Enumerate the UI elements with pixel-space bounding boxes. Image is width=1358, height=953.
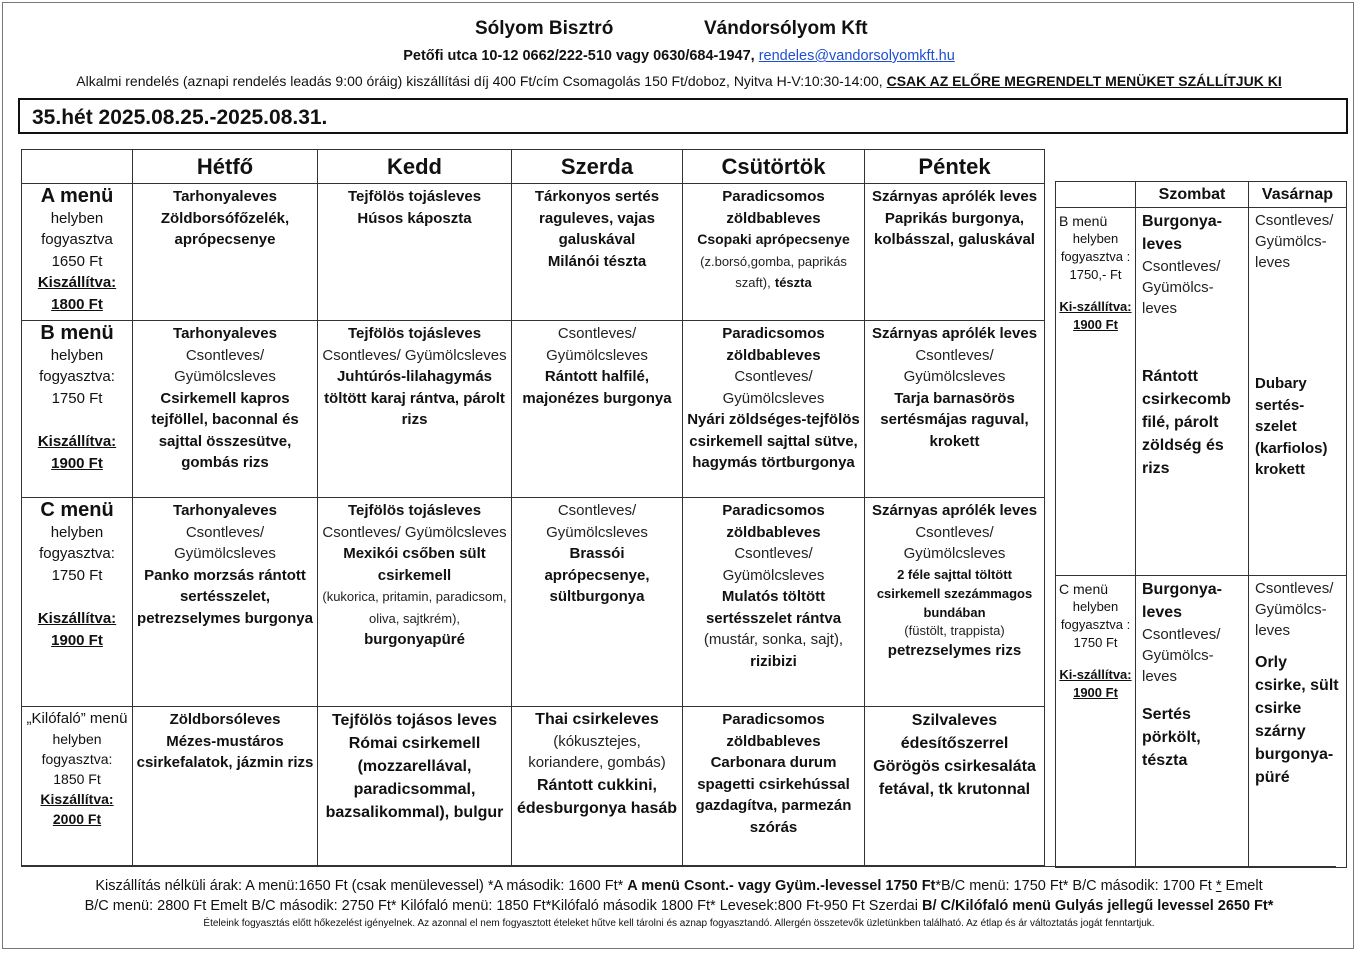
soup: Tejfölös tojásleves xyxy=(347,188,482,205)
contact-info: Petőfi utca 10-12 0662/222-510 vagy 0630/684-1947, xyxy=(403,48,755,64)
local-price: 1750,- Ft xyxy=(1069,267,1122,282)
main-dish: Mézes-mustáros csirkefalatok, jázmin rizs xyxy=(136,732,314,771)
main-dish: Rántott cukkini, édesburgonya hasáb xyxy=(516,776,678,817)
b-menu-mon xyxy=(133,321,318,498)
weekend-b-sat xyxy=(1136,208,1249,576)
side-dish: tészta xyxy=(774,275,812,290)
delivery-price: 1900 Ft xyxy=(1073,685,1118,700)
delivery-label: Kiszállítva: xyxy=(37,274,117,291)
local-label: helyben fogyasztva: xyxy=(39,346,115,385)
main-dish: Paprikás burgonya, kolbásszal, galuskával xyxy=(874,209,1035,248)
soup: Paradicsomos zöldbableves xyxy=(722,188,825,227)
day-header: Kedd xyxy=(318,150,512,184)
kilofalo-fri xyxy=(865,707,1045,866)
main-dish: Mexikói csőben sült csirkemell xyxy=(343,545,486,584)
delivery-label: Kiszállítva: xyxy=(37,610,117,627)
info-line xyxy=(0,73,1358,89)
main-dish: Zöldborsófőzelék, aprópecsenye xyxy=(160,209,290,248)
soup: Tarhonyaleves xyxy=(173,502,277,519)
price-list-2: *B/C menü: 1750 Ft* B/C második: 1700 Ft xyxy=(935,878,1212,894)
b-menu-thu xyxy=(683,321,865,498)
a-menu-row xyxy=(22,184,1045,321)
delivery-label: Kiszállítva: xyxy=(37,433,117,450)
kilofalo-tue xyxy=(318,707,512,866)
soup: Tejfölös tojásleves xyxy=(347,502,482,519)
menu-name: B menü xyxy=(1059,213,1108,229)
corner-cell xyxy=(1056,182,1136,208)
b-menu-row xyxy=(22,321,1045,498)
delivery-label: Ki-szállítva: xyxy=(1059,667,1132,682)
price-list-4: B/C menü: 2800 Ft Emelt B/C második: 2750 Ft* Kilófaló menü: 1850 Ft*Kilófaló második 1800 Ft* Levesek:800 Ft-950 Ft Szerdai xyxy=(84,898,918,914)
main-dish: 2 féle sajttal töltött csirkemell szezámmagos bundában xyxy=(876,566,1033,620)
main-dish: Brassói aprópecsenye, sültburgonya xyxy=(544,545,650,605)
price-list-asterisk: * xyxy=(1215,878,1222,894)
dish-note: (füstölt, trappista) xyxy=(904,622,1005,638)
main-dish: Tarja barnasörös sertésmájas raguval, krokett xyxy=(880,389,1029,450)
soup: Szárnyas aprólék leves xyxy=(871,188,1038,205)
soup: Szilvaleves édesítőszerrel xyxy=(900,712,1009,752)
delivery-label: Ki-szállítva: xyxy=(1059,299,1132,314)
a-menu-fri xyxy=(865,184,1045,321)
a-menu-tue xyxy=(318,184,512,321)
day-header: Vasárnap xyxy=(1249,182,1347,208)
order-info: Alkalmi rendelés (aznapi rendelés leadás 9:00 óráig) kiszállítási díj 400 Ft/cím Csomagolás 150 Ft/doboz, Nyitva H-V:10:30-14:00, xyxy=(76,73,883,89)
main-dish: Görögös csirkesaláta fetával, tk krutonnal xyxy=(873,758,1036,798)
main-dish: Sertés pörkölt, tészta xyxy=(1142,706,1201,769)
soup-alternative: Csontleves/ Gyümölcsleves xyxy=(722,545,825,584)
main-dish: Csopaki aprópecsenye xyxy=(697,231,850,247)
c-menu-mon xyxy=(133,498,318,707)
price-list-1: Kiszállítás nélküli árak: A menü:1650 Ft (csak menülevessel) *A második: 1600 Ft* xyxy=(95,878,624,894)
menu-name: C menü xyxy=(1059,581,1109,597)
c-menu-wed xyxy=(512,498,683,707)
local-label: helyben fogyasztva : xyxy=(1060,599,1131,632)
weekend-c-sun xyxy=(1249,576,1347,868)
main-dish: Milánói tészta xyxy=(547,252,647,270)
c-menu-fri xyxy=(865,498,1045,707)
a-menu-mon xyxy=(133,184,318,321)
main-dish: Carbonara durum spagetti csirkehússal gazdagítva, parmezán szórás xyxy=(695,754,852,836)
day-header: Péntek xyxy=(865,150,1045,184)
soup: Tejfölös tojásleves xyxy=(347,325,482,342)
day-header: Csütörtök xyxy=(683,150,865,184)
weekday-menu-table xyxy=(21,149,1045,866)
footer-prices xyxy=(10,876,1348,916)
delivery-price: 1900 Ft xyxy=(51,631,103,649)
weekend-c-row xyxy=(1056,576,1347,868)
local-label: helyben fogyasztva: xyxy=(41,731,113,767)
price-list-emph-2: B/ C/Kilófaló menü Gulyás jellegű levessel 2650 Ft* xyxy=(922,898,1274,914)
contact-line xyxy=(0,48,1358,64)
kilofalo-thu xyxy=(683,707,865,866)
delivery-price: 1900 Ft xyxy=(51,454,103,472)
footer-divider xyxy=(21,866,1336,867)
delivery-price: 1800 Ft xyxy=(51,295,103,313)
side-dish: petrezselymes rizs xyxy=(887,641,1022,659)
local-price: 1650 Ft xyxy=(51,252,103,270)
delivery-price: 1900 Ft xyxy=(1073,317,1118,332)
day-header: Szerda xyxy=(512,150,683,184)
soup-alternative: Csontleves/ Gyümölcs-leves xyxy=(1142,626,1221,685)
soup-alternative: Csontleves/ Gyümölcs-leves xyxy=(1255,212,1334,271)
dish-note: (z.borsó,gomba, paprikás szaft), xyxy=(700,253,847,290)
soup: Szárnyas aprólék leves xyxy=(871,325,1038,342)
day-header: Szombat xyxy=(1136,182,1249,208)
main-dish: Orly csirke, sült csirke szárny burgonya-püré xyxy=(1255,654,1339,786)
soup: Burgonya-leves xyxy=(1142,213,1222,253)
b-menu-tue xyxy=(318,321,512,498)
b-menu-fri xyxy=(865,321,1045,498)
local-price: 1750 Ft xyxy=(51,389,103,407)
soup: Tárkonyos sertés raguleves, vajas galuskával xyxy=(534,188,660,248)
a-menu-label xyxy=(22,184,133,321)
local-label: helyben fogyasztva: xyxy=(39,523,115,562)
weekend-c-sat xyxy=(1136,576,1249,868)
main-dish: Rántott csirkecomb filé, párolt zöldség és rizs xyxy=(1142,368,1231,477)
a-menu-thu xyxy=(683,184,865,321)
main-dish: Csirkemell kapros tejföllel, baconnal és sajttal összesütve, gombás rizs xyxy=(151,389,299,471)
email-link[interactable]: rendeles@vandorsolyomkft.hu xyxy=(758,48,955,64)
soup-alternative: Csontleves/ Gyümölcs-leves xyxy=(1255,580,1334,639)
weekend-header-row xyxy=(1056,182,1347,208)
restaurant-name: Sólyom Bisztró xyxy=(475,18,614,39)
main-dish: Római csirkemell (mozzarellával, paradicsommal, bazsalikommal), bulgur xyxy=(325,735,504,821)
soup-alternative: Csontleves/ Gyümölcsleves xyxy=(546,502,648,541)
soup-alternative: Csontleves/ Gyümölcsleves xyxy=(903,523,1006,562)
soup-alternative: Csontleves/ Gyümölcsleves xyxy=(546,325,648,364)
price-list-3: Emelt xyxy=(1225,878,1263,894)
soup: Tarhonyaleves xyxy=(173,325,277,342)
soup: Paradicsomos zöldbableves xyxy=(722,502,825,541)
day-header-row xyxy=(22,150,1045,184)
b-menu-wed xyxy=(512,321,683,498)
kilofalo-wed xyxy=(512,707,683,866)
menu-name: „Kilófaló” menü xyxy=(26,710,128,727)
kilofalo-menu-label xyxy=(22,707,133,866)
kilofalo-mon xyxy=(133,707,318,866)
c-menu-row xyxy=(22,498,1045,707)
dish-note: (kukorica, pritamin, paradicsom, oliva, sajtkrém), xyxy=(322,589,507,626)
soup-alternative: Csontleves/ Gyümölcsleves xyxy=(174,346,276,385)
main-dish: Juhtúrós-lilahagymás töltött karaj rántva, párolt rizs xyxy=(324,368,505,428)
weekend-b-sun xyxy=(1249,208,1347,576)
soup: Thai csirkeleves xyxy=(535,711,659,728)
soup: Szárnyas aprólék leves xyxy=(871,502,1038,519)
soup-alternative: Csontleves/ Gyümölcsleves xyxy=(903,346,1006,385)
menu-name: C menü xyxy=(40,499,114,521)
weekend-b-row xyxy=(1056,208,1347,576)
c-menu-thu xyxy=(683,498,865,707)
menu-name: A menü xyxy=(40,185,114,207)
b-menu-label xyxy=(22,321,133,498)
kilofalo-menu-row xyxy=(22,707,1045,866)
soup-alternative: Csontleves/ Gyümölcsleves xyxy=(722,368,825,407)
soup-alternative: Csontleves/ Gyümölcsleves xyxy=(322,523,507,541)
main-dish: Panko morzsás rántott sertésszelet, petrezselymes burgonya xyxy=(137,566,313,627)
soup: Burgonya-leves xyxy=(1142,581,1222,621)
soup: Paradicsomos zöldbableves xyxy=(722,325,825,364)
soup: Tejfölös tojásos leves xyxy=(331,712,498,729)
price-list-emph-1: A menü Csont.- vagy Gyüm.-levessel 1750 Ft xyxy=(627,878,936,894)
local-price: 1750 Ft xyxy=(51,566,103,584)
c-menu-label xyxy=(22,498,133,707)
delivery-label: Kiszállítva: xyxy=(40,791,114,807)
company-name: Vándorsólyom Kft xyxy=(704,18,868,39)
weekend-c-label xyxy=(1056,576,1136,868)
dish-note: (mustár, sonka, sajt), xyxy=(703,631,844,648)
dish-note: (kókusztejes, koriandere, gombás) xyxy=(528,732,666,771)
main-dish: Mulatós töltött sertésszelet rántva xyxy=(705,588,842,627)
day-header: Hétfő xyxy=(133,150,318,184)
main-dish: Húsos káposzta xyxy=(357,209,472,227)
local-price: 1750 Ft xyxy=(1073,635,1118,650)
soup: Paradicsomos zöldbableves xyxy=(722,711,825,750)
main-dish: Dubary sertés-szelet (karfiolos) krokett xyxy=(1255,375,1328,478)
menu-name: B menü xyxy=(40,322,114,344)
local-price: 1850 Ft xyxy=(53,771,101,787)
delivery-notice: CSAK AZ ELŐRE MEGRENDELT MENÜKET SZÁLLÍTJUK KI xyxy=(886,73,1282,89)
a-menu-wed xyxy=(512,184,683,321)
corner-cell xyxy=(22,150,133,184)
delivery-price: 2000 Ft xyxy=(52,811,102,827)
c-menu-tue xyxy=(318,498,512,707)
weekend-b-label xyxy=(1056,208,1136,576)
soup-alternative: Csontleves/ Gyümölcsleves xyxy=(174,523,276,562)
main-dish: Rántott halfilé, majonézes burgonya xyxy=(522,368,672,407)
week-title: 35.hét 2025.08.25.-2025.08.31. xyxy=(18,98,1348,134)
soup-alternative: Csontleves/ Gyümölcs-leves xyxy=(1142,258,1221,317)
local-label: helyben fogyasztva xyxy=(41,209,113,248)
footer-disclaimer: Ételeink fogyasztás előtt hőkezelést igényelnek. Az azonnal el nem fogyasztott ételeket hűtve kell tárolni és aznap fogyasztandó. Allergén összetevők üzletünkben található. Az étlap és ár változtatás jogát fenntartjuk. xyxy=(203,918,1155,929)
weekend-menu-table xyxy=(1055,181,1347,868)
main-dish: Nyári zöldséges-tejfölös csirkemell sajttal sütve, hagymás törtburgonya xyxy=(687,411,860,471)
local-label: helyben fogyasztva : xyxy=(1060,231,1131,264)
side-dish: rizibizi xyxy=(750,652,797,670)
soup: Zöldborsóleves xyxy=(169,711,281,728)
side-dish: burgonyapüré xyxy=(364,631,465,648)
soup-alternative: Csontleves/ Gyümölcsleves xyxy=(322,346,507,364)
soup: Tarhonyaleves xyxy=(173,188,277,205)
